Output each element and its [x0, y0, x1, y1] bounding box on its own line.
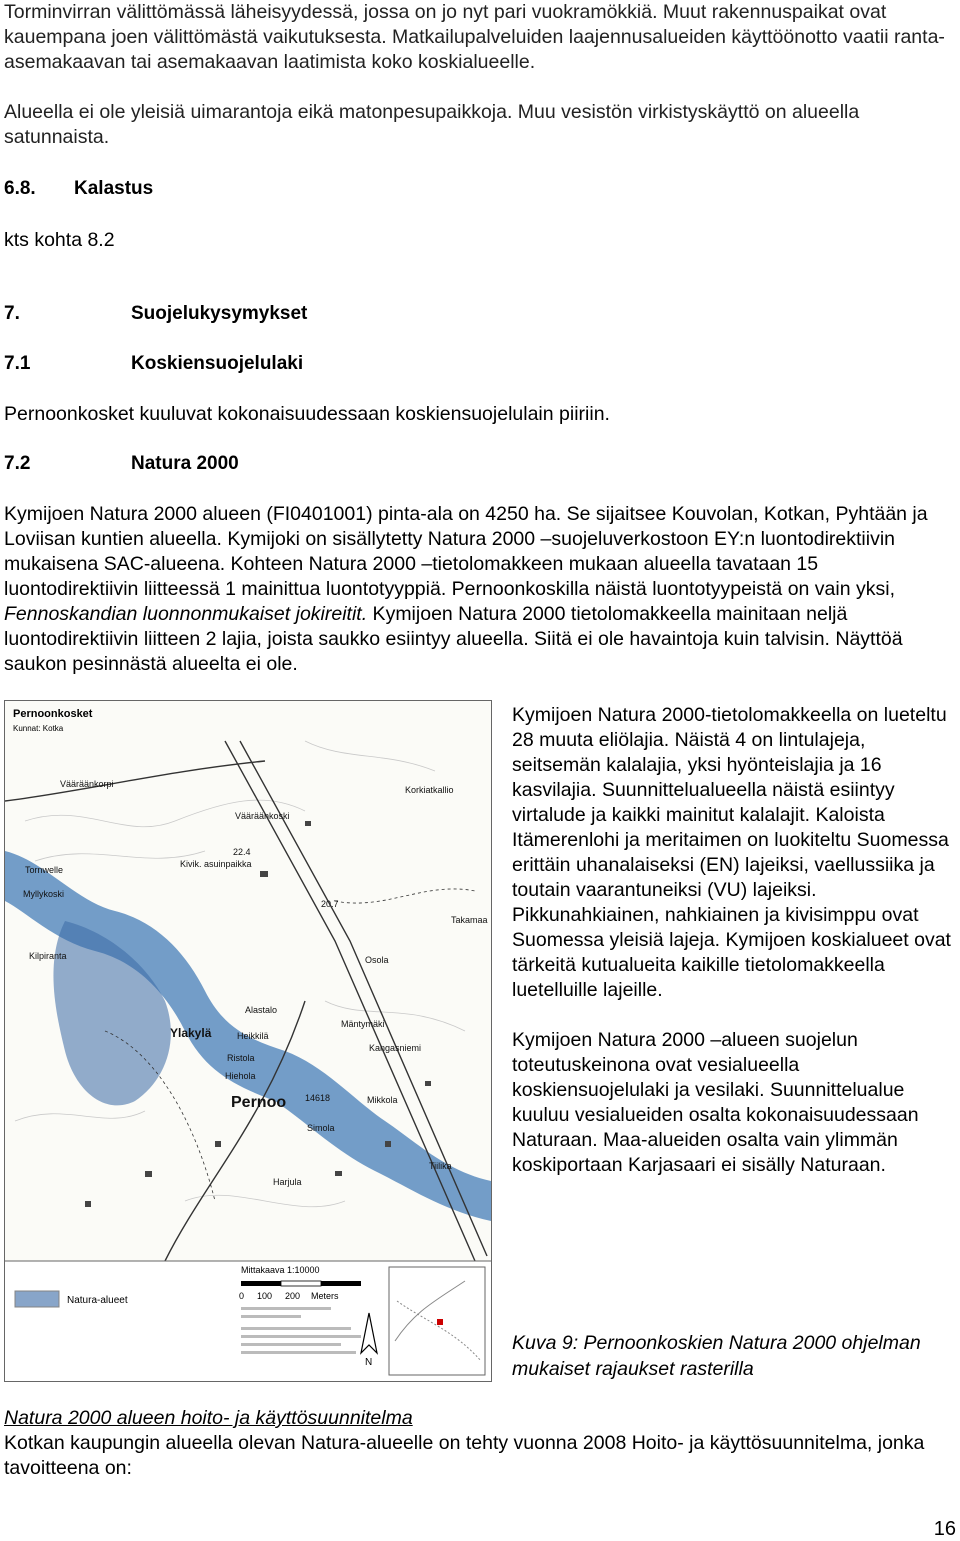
place-label: Mäntymäki [341, 1019, 385, 1029]
heading-title: Koskiensuojelulaki [131, 353, 304, 374]
heading-7-2 [4, 452, 239, 476]
place-label: Alastalo [245, 1005, 278, 1015]
scale-bar [239, 1281, 361, 1301]
natura-paragraph [4, 502, 954, 677]
scale-tick: 100 [257, 1291, 273, 1301]
scale-tick: 0 [239, 1291, 245, 1301]
heading-6-8 [4, 177, 153, 201]
place-label: Tornwelle [25, 865, 64, 875]
place-label: Osola [365, 955, 389, 965]
place-label: Kangasniemi [369, 1043, 422, 1053]
place-label: Heikkilä [237, 1031, 269, 1041]
map-fine-print [241, 1307, 361, 1354]
scale-tick: 200 [285, 1291, 301, 1301]
natura-text-b: Kymijoen Natura 2000 tietolomakkeella mainitaan neljä luontodirektiivin liitteen 2 lajia, joista saukko esiintyy alueella. Siitä ei ole havaintoja kuin talvisin. Näyttöä saukon pesinnästä alueelta ei ole. [4, 603, 903, 675]
place-label: Mikkola [367, 1095, 398, 1105]
place-label: Vääräänkoski [235, 811, 290, 821]
heading-number: 6.8. [4, 178, 36, 199]
place-label: Hiehola [225, 1071, 256, 1081]
place-label: Takamaa [451, 915, 488, 925]
heading-7-1 [4, 352, 303, 376]
map-kunnat: Kunnat: Kotka [13, 724, 64, 733]
natura-text-a: Kymijoen Natura 2000 alueen (FI0401001) pinta-ala on 4250 ha. Se sijaitsee Kouvolan, Kotkan, Pyhtään ja Loviisan kuntien alueella. Kymijoki on sisällytetty Natura 2000 –suojeluverkostoon EY:n luontodirektiivin mukaisena SAC-alueena. Kohteen Natura 2000 –tietolomakkeen mukaan alueella tavataan 15 luontodirektiivin liitteessä 1 mainittua luontotyyppiä. Pernoonkoskilla näistä luontotyypeistä on vain yksi, [4, 503, 928, 600]
natura-map [4, 700, 492, 1382]
map-number: 14618 [305, 1093, 331, 1103]
place-label: Myllykoski [23, 889, 65, 899]
heading-7 [4, 302, 307, 326]
north-label: N [365, 1357, 373, 1368]
heading-title: Kalastus [74, 178, 154, 199]
map-number: 20.7 [321, 899, 339, 909]
place-label: Harjula [273, 1177, 302, 1187]
legend-swatch [15, 1291, 59, 1307]
intro-paragraph-1: Torminvirran välittömässä läheisyydessä, jossa on jo nyt pari vuokramökkiä. Muut rakennuspaikat ovat kauempana joen välittömästä vaikutuksesta. Matkailupalveluiden laajennusalueiden käyttöönotto vaatii ranta-asemakaavan tai asemakaavan laatimista koko koskialueelle. [4, 1, 945, 73]
koskiensuojelulaki-text: Pernoonkosket kuuluvat kokonaisuudessaan koskiensuojelulain piiriin. [4, 403, 610, 425]
map-number: 22.4 [233, 847, 251, 857]
kalastus-text: kts kohta 8.2 [4, 229, 115, 251]
place-label: Kivik. asuinpaikka [180, 859, 252, 869]
heading-number: 7.2 [4, 453, 31, 474]
protection-paragraph: Kymijoen Natura 2000 –alueen suojelun toteutuskeinona ovat vesialueella koskiensuojelulaki ja vesilaki. Suunnittelualue kuuluu vesialueiden osalta kokonaisuudessaan Naturaan. Maa-alueiden osalta vain ylimmän koskiportaan Karjasaari ei sisälly Naturaan. [512, 1029, 919, 1176]
scale-tick: Meters [311, 1291, 339, 1301]
page-number: 16 [933, 1518, 956, 1540]
map-graphic [5, 701, 491, 1381]
heading-title: Suojelukysymykset [131, 303, 308, 324]
place-label: Ylakylä [170, 1026, 212, 1040]
map-title: Pernoonkosket [13, 708, 93, 720]
overview-map [389, 1267, 485, 1375]
heading-number: 7.1 [4, 353, 31, 374]
heading-title: Natura 2000 [131, 453, 239, 474]
heading-number: 7. [4, 303, 20, 324]
north-arrow [361, 1313, 377, 1368]
figure-caption: Kuva 9: Pernoonkoskien Natura 2000 ohjelman mukaiset rajaukset rasterilla [512, 1332, 921, 1380]
place-label: Korkiatkallio [405, 785, 454, 795]
place-label: Vääräänkorpi [60, 779, 114, 789]
place-label: Kilpiranta [29, 951, 67, 961]
natura-text-emphasis: Fennoskandian luonnonmukaiset jokireitit. [4, 603, 368, 625]
place-label: Simola [307, 1123, 335, 1133]
intro-paragraph-2: Alueella ei ole yleisiä uimarantoja eikä matonpesupaikkoja. Muu vesistön virkistyskäyttö on alueella satunnaista. [4, 101, 860, 148]
place-label: Ristola [227, 1053, 255, 1063]
final-paragraph: Kotkan kaupungin alueella olevan Natura-alueelle on tehty vuonna 2008 Hoito- ja käyttösuunnitelma, jonka tavoitteena on: [4, 1432, 925, 1479]
place-label: Pernoo [231, 1094, 287, 1111]
scale-label: Mittakaava 1:10000 [241, 1265, 320, 1275]
legend-label: Natura-alueet [67, 1295, 128, 1306]
management-plan-link[interactable]: Natura 2000 alueen hoito- ja käyttösuunnitelma [4, 1407, 413, 1429]
place-label: Tiilika [429, 1161, 452, 1171]
species-paragraph: Kymijoen Natura 2000-tietolomakkeella on lueteltu 28 muuta eliölajia. Näistä 4 on lintulajeja, seitsemän kalalajia, yksi hyönteislajia ja 16 kasvilajia. Suunnittelualueella näistä esiintyy virtalude ja kaikki mainitut kalalajit. Kaloista Itämerenlohi ja meritaimen on luokiteltu Suomessa erittäin uhanalaiseksi (EN) lajeiksi, vaellussiika ja toutain vaarantuneiksi (VU) lajeiksi. Pikkunahkiainen, nahkiainen ja kivisimppu ovat Suomessa yleisiä lajeja. Kymijoen koskialueet ovat tärkeitä kutualueita kaikille tietolomakkeella luetelluille lajeille. [512, 704, 951, 1001]
